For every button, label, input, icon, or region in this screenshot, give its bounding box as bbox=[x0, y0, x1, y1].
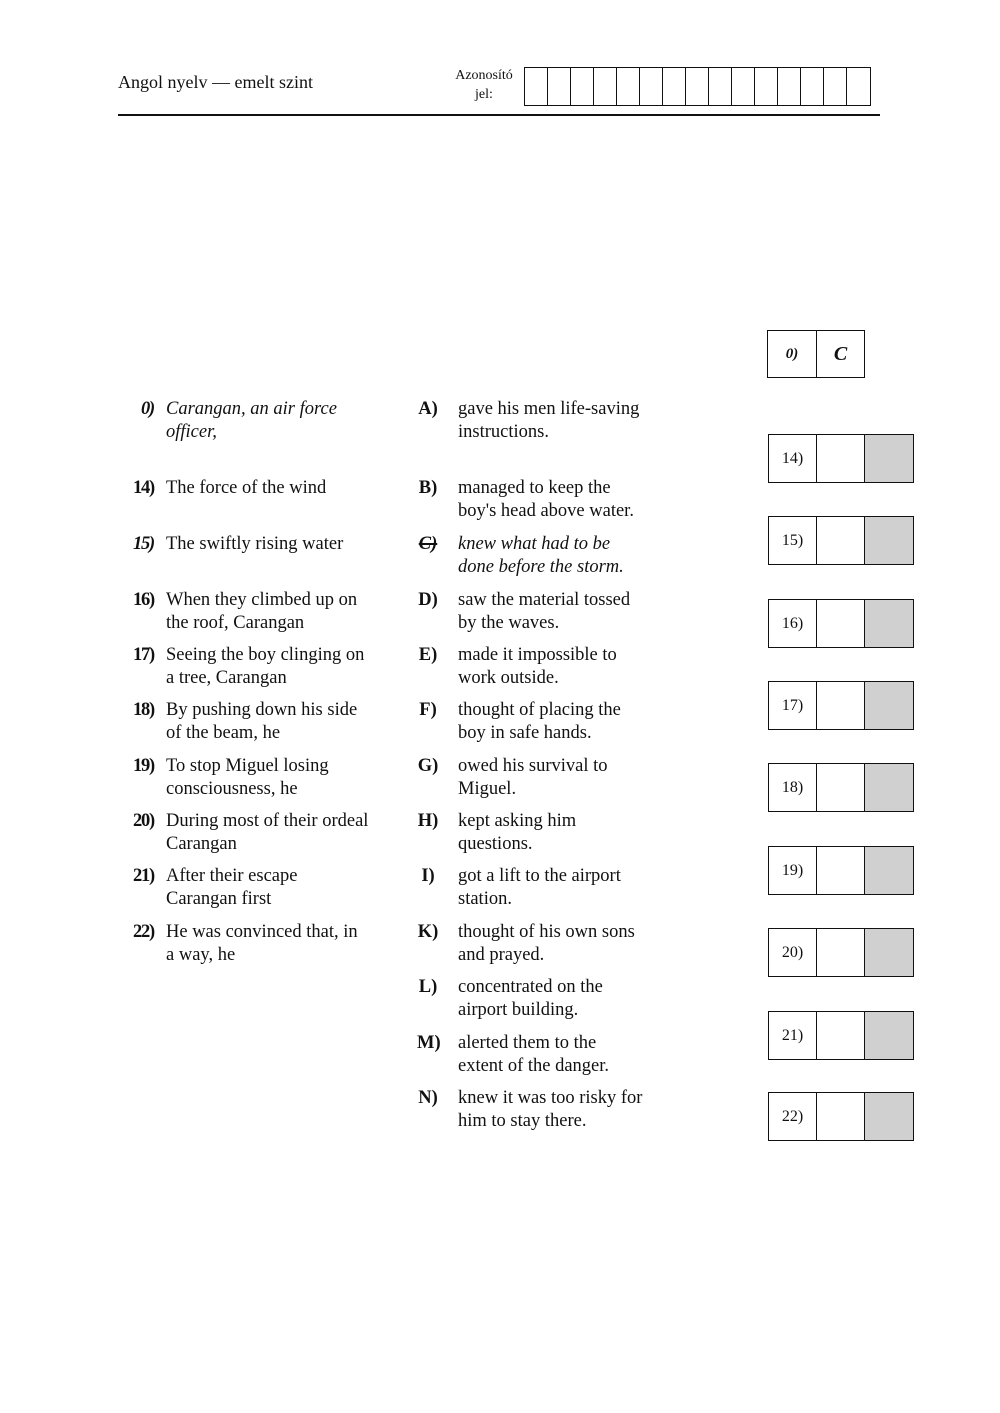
option-text: got a lift to the airport station. bbox=[458, 866, 621, 909]
example-answer-number: 0) bbox=[768, 331, 817, 377]
stem-number: 14) bbox=[132, 478, 154, 498]
answer-input[interactable] bbox=[817, 1012, 865, 1059]
stem-text: Seeing the boy clinging on a tree, Carangan bbox=[166, 645, 365, 688]
stem-number: 17) bbox=[132, 645, 154, 665]
id-code-box[interactable] bbox=[824, 68, 847, 105]
answer-number: 22) bbox=[769, 1093, 817, 1140]
answer-input[interactable] bbox=[817, 847, 865, 894]
score-cell bbox=[865, 435, 913, 482]
score-cell bbox=[865, 1093, 913, 1140]
option-text: made it impossible to work outside. bbox=[458, 645, 617, 688]
id-code-box[interactable] bbox=[709, 68, 732, 105]
stem-number: 22) bbox=[132, 922, 154, 942]
answer-input[interactable] bbox=[817, 1093, 865, 1140]
option-text: knew what had to be done before the storm. bbox=[458, 534, 624, 577]
score-cell bbox=[865, 682, 913, 729]
answer-box-14 bbox=[768, 434, 914, 483]
option-letter: L) bbox=[418, 977, 438, 997]
id-code-box[interactable] bbox=[548, 68, 571, 105]
option-text: managed to keep the boy's head above water. bbox=[458, 478, 634, 521]
id-code-box[interactable] bbox=[617, 68, 640, 105]
answer-box-18 bbox=[768, 763, 914, 812]
answer-box-22 bbox=[768, 1092, 914, 1141]
answer-number: 14) bbox=[769, 435, 817, 482]
answer-input[interactable] bbox=[817, 929, 865, 976]
answer-number: 17) bbox=[769, 682, 817, 729]
id-code-box[interactable] bbox=[801, 68, 824, 105]
answer-number: 15) bbox=[769, 517, 817, 564]
stem-number: 0) bbox=[140, 399, 154, 419]
id-code-box[interactable] bbox=[663, 68, 686, 105]
id-label bbox=[446, 66, 522, 104]
answer-input[interactable] bbox=[817, 435, 865, 482]
id-code-boxes bbox=[524, 67, 871, 106]
example-answer-box bbox=[767, 330, 865, 378]
option-letter: E) bbox=[418, 645, 438, 665]
stem-text: Carangan, an air force officer, bbox=[166, 399, 337, 442]
header-divider bbox=[118, 114, 880, 116]
stem-number: 21) bbox=[132, 866, 154, 886]
option-text: thought of his own sons and prayed. bbox=[458, 922, 635, 965]
answer-number: 21) bbox=[769, 1012, 817, 1059]
option-text: owed his survival to Miguel. bbox=[458, 756, 608, 799]
answer-number: 16) bbox=[769, 600, 817, 647]
id-code-box[interactable] bbox=[594, 68, 617, 105]
id-code-box[interactable] bbox=[686, 68, 709, 105]
id-code-box[interactable] bbox=[778, 68, 801, 105]
option-text: alerted them to the extent of the danger. bbox=[458, 1033, 610, 1076]
option-letter: A) bbox=[418, 399, 438, 419]
stem-text: During most of their ordeal Carangan bbox=[166, 811, 369, 854]
answer-number: 19) bbox=[769, 847, 817, 894]
example-answer-value: C bbox=[833, 342, 848, 365]
answer-input[interactable] bbox=[817, 517, 865, 564]
score-cell bbox=[865, 600, 913, 647]
id-code-box[interactable] bbox=[847, 68, 870, 105]
option-letter: N) bbox=[418, 1088, 438, 1108]
answer-box-15 bbox=[768, 516, 914, 565]
answer-input[interactable] bbox=[817, 682, 865, 729]
option-letter: M) bbox=[417, 1033, 441, 1053]
option-text: saw the material tossed by the waves. bbox=[458, 590, 631, 633]
answer-box-19 bbox=[768, 846, 914, 895]
stem-text: The swiftly rising water bbox=[166, 534, 344, 554]
option-text: concentrated on the airport building. bbox=[458, 977, 603, 1020]
option-letter: C) bbox=[418, 534, 438, 554]
option-letter: I) bbox=[421, 866, 435, 886]
score-cell bbox=[865, 764, 913, 811]
answer-box-16 bbox=[768, 599, 914, 648]
stem-text: When they climbed up on the roof, Carangan bbox=[166, 590, 358, 633]
option-letter: B) bbox=[418, 478, 438, 498]
id-code-box[interactable] bbox=[571, 68, 594, 105]
exam-title: Angol nyelv — emelt szint bbox=[118, 72, 313, 92]
answer-number: 18) bbox=[769, 764, 817, 811]
score-cell bbox=[865, 517, 913, 564]
id-code-box[interactable] bbox=[640, 68, 663, 105]
score-cell bbox=[865, 929, 913, 976]
stem-number: 18) bbox=[132, 700, 154, 720]
answer-input[interactable] bbox=[817, 600, 865, 647]
option-letter: K) bbox=[417, 922, 439, 942]
id-code-box[interactable] bbox=[525, 68, 548, 105]
id-label-line2: jel: bbox=[475, 87, 493, 102]
stem-text: To stop Miguel losing consciousness, he bbox=[166, 756, 329, 799]
stem-number: 15) bbox=[132, 534, 154, 554]
option-letter: F) bbox=[419, 700, 437, 720]
option-text: gave his men life-saving instructions. bbox=[458, 399, 640, 442]
stem-number: 16) bbox=[132, 590, 154, 610]
option-text: thought of placing the boy in safe hands. bbox=[458, 700, 621, 743]
option-text: kept asking him questions. bbox=[458, 811, 577, 854]
stem-text: The force of the wind bbox=[166, 478, 327, 498]
id-label-line1: Azonosító bbox=[455, 68, 513, 83]
stem-text: He was convinced that, in a way, he bbox=[166, 922, 358, 965]
stem-number: 19) bbox=[132, 756, 154, 776]
option-letter: H) bbox=[417, 811, 439, 831]
answer-input[interactable] bbox=[817, 764, 865, 811]
id-code-box[interactable] bbox=[755, 68, 778, 105]
score-cell bbox=[865, 1012, 913, 1059]
score-cell bbox=[865, 847, 913, 894]
answer-box-21 bbox=[768, 1011, 914, 1060]
id-code-box[interactable] bbox=[732, 68, 755, 105]
answer-number: 20) bbox=[769, 929, 817, 976]
stem-text: By pushing down his side of the beam, he bbox=[166, 700, 358, 743]
option-letter: G) bbox=[417, 756, 439, 776]
option-text: knew it was too risky for him to stay there. bbox=[458, 1088, 643, 1131]
answer-box-17 bbox=[768, 681, 914, 730]
answer-box-20 bbox=[768, 928, 914, 977]
stem-number: 20) bbox=[132, 811, 154, 831]
option-letter: D) bbox=[418, 590, 438, 610]
stem-text: After their escape Carangan first bbox=[166, 866, 298, 909]
